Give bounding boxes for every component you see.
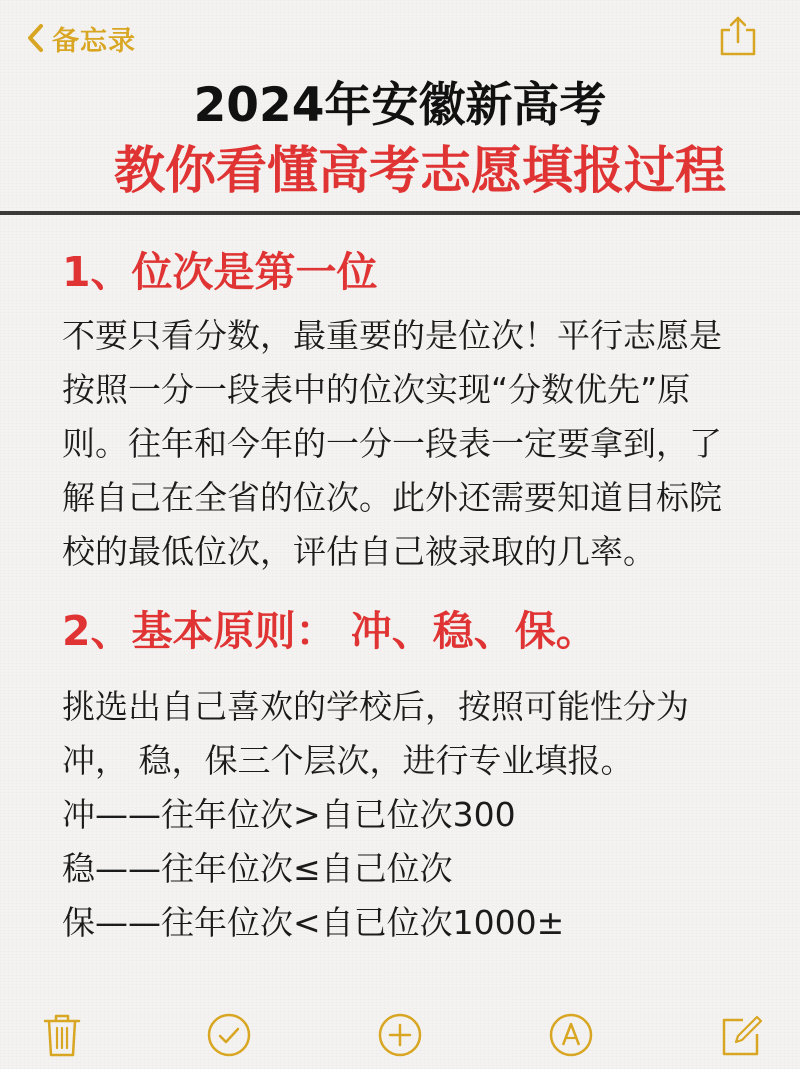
plus-icon [377, 1012, 423, 1058]
bottom-toolbar [0, 1010, 800, 1066]
body-line: 不要只看分数，最重要的是位次！平行志愿是 [62, 316, 722, 355]
body-line: 保——往年位次<自已位次1000± [62, 903, 565, 942]
back-label: 备忘录 [52, 25, 136, 57]
body-line: 解自己在全省的位次。此外还需要知道目标院 [62, 478, 722, 517]
body-line: 冲——往年位次>自已位次300 [62, 795, 516, 834]
trash-icon [42, 1012, 82, 1058]
compose-icon [719, 1012, 765, 1058]
chevron-left-icon [26, 23, 44, 53]
delete-button[interactable] [40, 1010, 84, 1060]
top-bar [0, 0, 800, 76]
body-line: 校的最低位次，评估自己被录取的几率。 [62, 532, 656, 571]
body-line: 稳——往年位次≤自己位次 [62, 849, 453, 888]
markup-button[interactable] [549, 1010, 593, 1060]
share-button[interactable] [718, 14, 758, 58]
divider [0, 211, 800, 215]
add-button[interactable] [378, 1010, 422, 1060]
checklist-button[interactable] [207, 1010, 251, 1060]
body-line: 则。往年和今年的一分一段表一定要拿到，了 [62, 424, 722, 463]
section-1-body [62, 309, 772, 579]
share-icon [718, 43, 758, 62]
back-button[interactable] [26, 18, 136, 58]
title-line-1: 2024年安徽新高考 [193, 78, 607, 133]
section-2-heading: 2、基本原则： 冲、稳、保。 [62, 607, 597, 655]
body-line: 按照一分一段表中的位次实现“分数优先”原 [62, 370, 691, 409]
body-line: 挑选出自己喜欢的学校后，按照可能性分为 [62, 687, 689, 726]
body-line: 冲， 稳，保三个层次，进行专业填报。 [62, 741, 634, 780]
title-line-2: 教你看懂高考志愿填报过程 [113, 142, 726, 201]
checkmark-icon [206, 1012, 252, 1058]
compose-button[interactable] [720, 1010, 764, 1060]
section-2-body [62, 680, 772, 950]
markup-icon [548, 1012, 594, 1058]
section-1-heading: 1、位次是第一位 [62, 248, 378, 296]
